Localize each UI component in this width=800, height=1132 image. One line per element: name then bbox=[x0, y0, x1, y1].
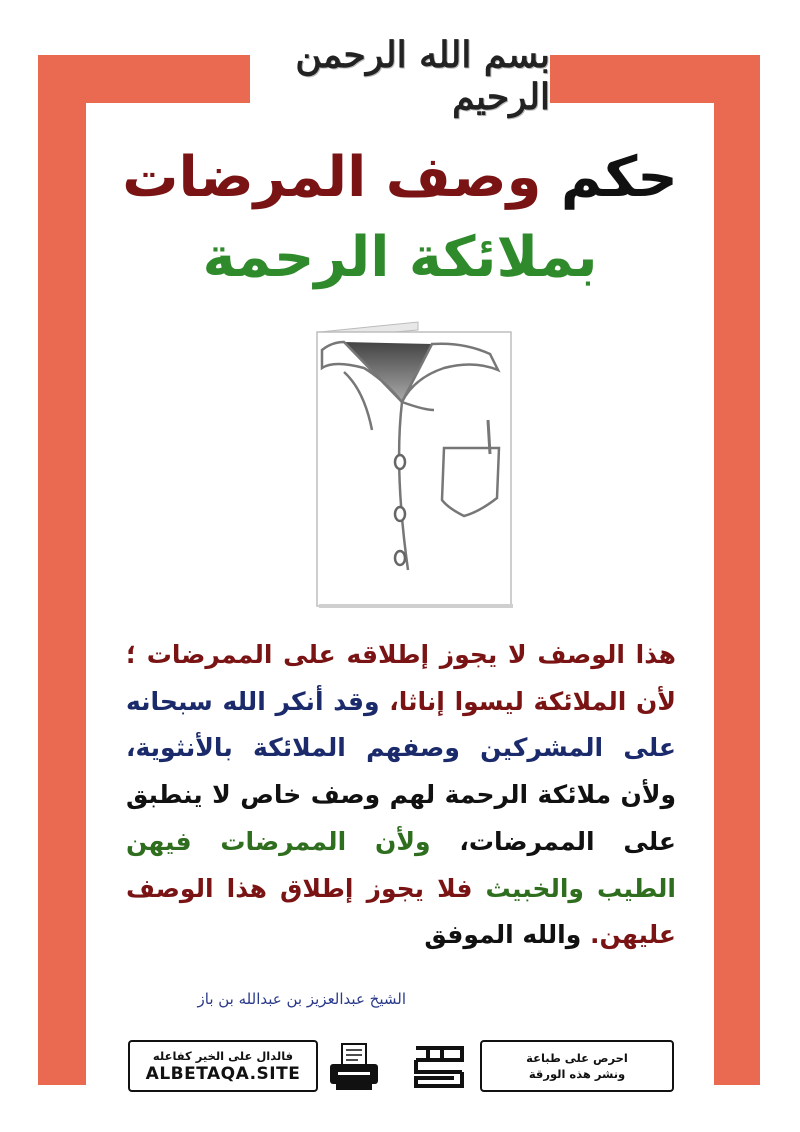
dawah-logo bbox=[408, 1040, 470, 1094]
footer-slogan: فالدال على الخير كفاعله bbox=[152, 1049, 294, 1063]
title-word-ruling: حكم bbox=[560, 145, 678, 210]
footer-print-box bbox=[480, 1040, 674, 1092]
footer-print-line1: احرص على طباعة bbox=[526, 1051, 628, 1065]
basmala-header bbox=[250, 36, 550, 116]
footer-print-line2: ونشر هذه الورقة bbox=[528, 1067, 626, 1081]
text-segment-6: فلا يجوز إطلاق هذا الوصف عليهن. bbox=[126, 873, 676, 950]
nurse-shirt-illustration bbox=[314, 320, 514, 608]
printer-icon bbox=[326, 1040, 382, 1092]
text-segment-4: ولأن ملائكة الرحمة لهم وصف خاص لا ينطبق على الممرضات، bbox=[126, 780, 676, 856]
page-subtitle: بملائكة الرحمة bbox=[202, 225, 598, 290]
basmala-text: بسم الله الرحمن الرحيم bbox=[295, 34, 550, 118]
footer-site-link[interactable]: ALBETAQA.SITE bbox=[145, 1064, 301, 1084]
title-word-nurses: وصف المرضات bbox=[122, 145, 542, 210]
footer-site-box bbox=[128, 1040, 318, 1092]
text-segment-2: لأن الملائكة ليسوا إناثا، bbox=[389, 686, 676, 716]
text-segment-5: ولأن الممرضات فيهن الطيب والخبيث bbox=[126, 826, 676, 903]
author-attribution: الشيخ عبدالعزيز بن عبدالله بن باز bbox=[197, 990, 406, 1008]
text-segment-1: هذا الوصف لا يجوز إطلاقه على الممرضات ؛ bbox=[126, 640, 676, 669]
text-segment-7: والله الموفق bbox=[424, 920, 590, 950]
fatwa-body bbox=[126, 632, 676, 959]
page-title bbox=[86, 142, 714, 214]
text-segment-3: وقد أنكر الله سبحانه على المشركين وصفهم الملائكة بالأنثوية، bbox=[126, 686, 676, 763]
